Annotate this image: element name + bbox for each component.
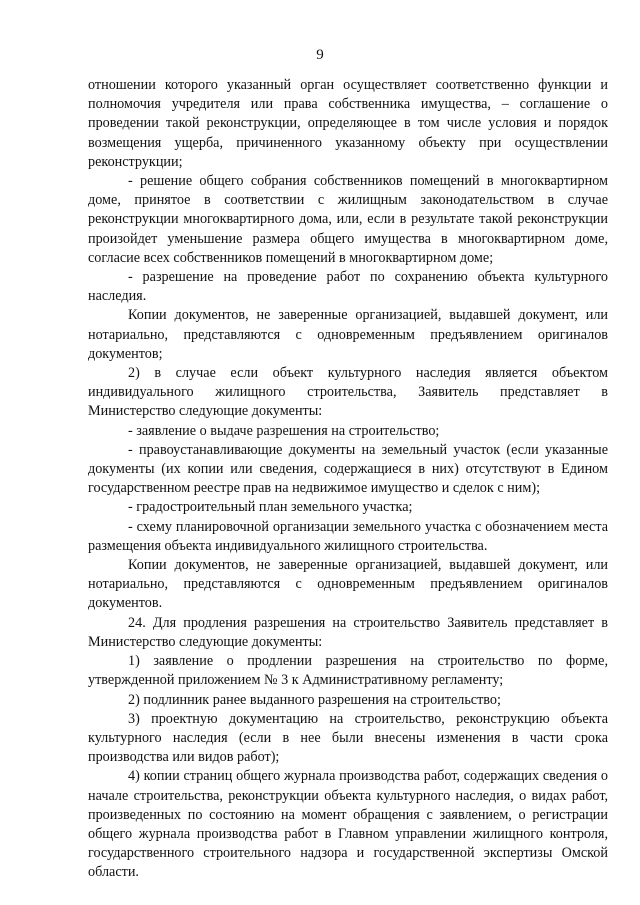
paragraph: 3) проектную документацию на строительство, реконструкцию объекта культурного наследия (если в нее были внесены изменения в части срока производства или видов работ); — [88, 710, 608, 766]
paragraph: Копии документов, не заверенные организацией, выдавшей документ, или нотариально, представляются с одновременным предъявлением оригиналов документов. — [88, 557, 608, 612]
page-number: 9 — [316, 47, 324, 63]
paragraph: - решение общего собрания собственников помещений в многоквартирном доме, принятое в соответствии с жилищным законодательством в случае реконструкции многоквартирного дома, или, если в результате такой реконструкции произойдет уменьшение размера общего имущества в многоквартирном доме, согласие всех собственников помещений в многоквартирном доме; — [88, 173, 608, 266]
paragraph: - разрешение на проведение работ по сохранению объекта культурного наследия. — [88, 269, 608, 305]
document-body — [88, 76, 608, 883]
paragraph: - схему планировочной организации земельного участка с обозначением места размещения объекта индивидуального жилищного строительства. — [88, 518, 608, 554]
paragraph: - градостроительный план земельного участка; — [128, 499, 413, 516]
paragraph: - заявление о выдаче разрешения на строительство; — [128, 422, 440, 439]
paragraph: 4) копии страниц общего журнала производства работ, содержащих сведения о начале строительства, реконструкции объекта культурного наследия, о видах работ, произведенных по состоянию на момент обращения с заявлением, о регистрации общего журнала производства работ в Главном управлении жилищного контроля, государственного строительного надзора и государственной экспертизы Омской области. — [88, 768, 608, 881]
paragraph: 2) подлинник ранее выданного разрешения на строительство; — [128, 691, 501, 708]
paragraph: 24. Для продления разрешения на строительство Заявитель представляет в Министерство следующие документы: — [88, 614, 608, 650]
paragraph: 1) заявление о продлении разрешения на строительство по форме, утвержденной приложением № 3 к Административному регламенту; — [88, 653, 608, 689]
paragraph: Копии документов, не заверенные организацией, выдавшей документ, или нотариально, представляются с одновременным предъявлением оригиналов документов; — [88, 307, 608, 362]
paragraph: - правоустанавливающие документы на земельный участок (если указанные документы (их копии или сведения, содержащиеся в них) отсутствуют в Едином государственном реестре прав на недвижимое имущество и сделок с ним); — [88, 441, 608, 497]
paragraph: 2) в случае если объект культурного наследия является объектом индивидуального жилищного строительства, Заявитель представляет в Министерство следующие документы: — [88, 365, 608, 420]
paragraph: отношении которого указанный орган осуществляет соответственно функции и полномочия учредителя или права собственника имущества, – соглашение о проведении такой реконструкции, определяющее в том числе условия и порядок возмещения ущерба, причиненного указанному объекту при осуществлении реконструкции; — [88, 77, 608, 170]
